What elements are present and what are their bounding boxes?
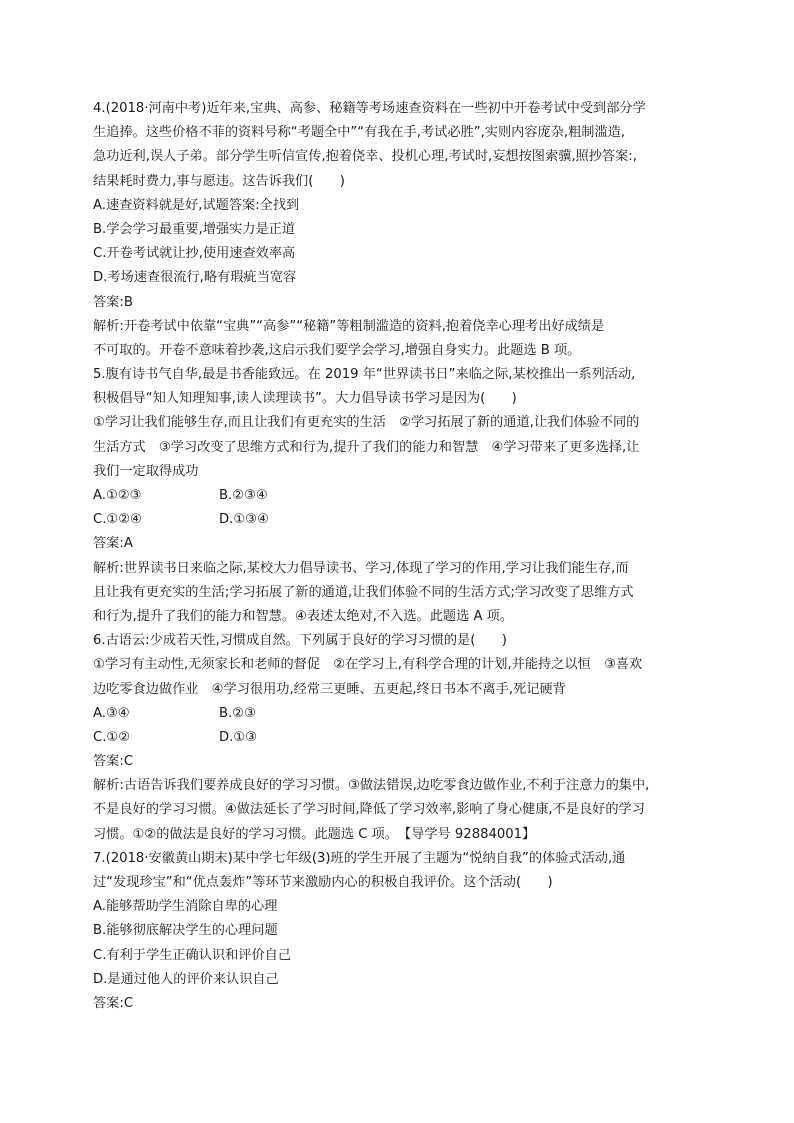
- option-b: B.学会学习最重要,增强实力是正道: [93, 221, 296, 237]
- question-stem-line: ①学习有主动性,无须家长和老师的督促 ②在学习上,有科学合理的计划,并能持之以恒 ③喜欢: [93, 657, 643, 673]
- question-stem-line: 6.古语云:少成若天性,习惯成自然。下列属于良好的学习习惯的是( ): [93, 633, 507, 649]
- question-stem-line: 7.(2018·安徽黄山期末)某中学七年级(3)班的学生开展了主题为“悦纳自我”的体验式活动,通: [93, 850, 626, 866]
- question-stem-line: 急功近利,误人子弟。部分学生听信宣传,抱着侥幸、投机心理,考试时,妄想按图索骥,照抄答案:,: [93, 149, 637, 165]
- option-row: [93, 702, 705, 726]
- option-c: C.有利于学生正确认识和评价自己: [93, 947, 292, 963]
- answer-line: 答案:A: [93, 536, 133, 552]
- option-a: A.①②③: [93, 488, 142, 503]
- question-4: [93, 97, 705, 363]
- question-stem-line: 积极倡导“知人知理知事,读人读理读书”。大力倡导读书学习是因为( ): [93, 391, 517, 407]
- answer-line: 答案:C: [93, 995, 134, 1011]
- question-stem-line: 4.(2018·河南中考)近年来,宝典、高参、秘籍等考场速查资料在一些初中开卷考试中受到部分学: [93, 101, 646, 116]
- option-d: D.是通过他人的评价来认识自己: [93, 971, 279, 987]
- option-d: D.①③: [219, 729, 257, 745]
- option-d: D.①③④: [219, 512, 269, 528]
- question-stem-line: 边吃零食边做作业 ④学习很用功,经常三更睡、五更起,终日书本不离手,死记硬背: [93, 681, 566, 697]
- question-stem-line: 过“发现珍宝”和“优点轰炸”等环节来激励内心的积极自我评价。这个活动( ): [93, 875, 553, 890]
- question-7: [93, 847, 705, 1016]
- option-c: C.①②: [93, 729, 131, 745]
- analysis-line: 习惯。①②的做法是良好的学习习惯。此题选 C 项。 【导学号 92884001】: [93, 826, 536, 842]
- question-stem-line: 我们一定取得成功: [93, 463, 199, 479]
- option-d: D.考场速查很流行,略有瑕疵当宽容: [93, 270, 297, 286]
- option-c: C.①②④: [93, 512, 142, 528]
- option-row: [93, 726, 705, 750]
- answer-line: 答案:C: [93, 754, 134, 770]
- question-stem-line: 5.腹有诗书气自华,最是书香能致远。在 2019 年“世界读书日”来临之际,某校推出一系列活动,: [93, 367, 636, 383]
- document-content: [93, 97, 705, 1016]
- analysis-line: 解析:开卷考试中依靠“宝典”“高参”“秘籍”等粗制滥造的资料,抱着侥幸心理考出好成绩是: [93, 318, 605, 334]
- option-a: A.③④: [93, 705, 130, 721]
- option-a: A.能够帮助学生消除自卑的心理: [93, 899, 278, 915]
- analysis-line: 不是良好的学习习惯。④做法延长了学习时间,降低了学习效率,影响了身心健康,不是良好的学习: [93, 802, 645, 818]
- analysis-line: 解析:古语告诉我们要养成良好的学习习惯。③做法错误,边吃零食边做作业,不利于注意力的集中,: [93, 778, 650, 794]
- analysis-line: 且让我有更充实的生活;学习拓展了新的通道,让我们体验不同的生活方式;学习改变了思维方式: [93, 584, 634, 600]
- analysis-line: 解析:世界读书日来临之际,某校大力倡导读书、学习,体现了学习的作用,学习让我们能生存,而: [93, 560, 629, 576]
- option-row: [93, 508, 705, 532]
- question-stem-line: 生活方式 ③学习改变了思维方式和行为,提升了我们的能力和智慧 ④学习带来了更多选择,让: [93, 439, 640, 455]
- option-b: B.②③: [219, 705, 256, 721]
- option-row: [93, 484, 705, 508]
- answer-line: 答案:B: [93, 294, 133, 310]
- option-a: A.速查资料就是好,试题答案:全找到: [93, 197, 300, 213]
- question-stem-line: 生追捧。这些价格不菲的资料号称“考题全中”“有我在手,考试必胜”,实则内容庞杂,粗制滥造,: [93, 125, 626, 141]
- option-b: B.②③④: [219, 488, 268, 503]
- question-5: [93, 363, 705, 629]
- question-stem-line: ①学习让我们能够生存,而且让我们有更充实的生活 ②学习拓展了新的通道,让我们体验不同的: [93, 415, 640, 431]
- question-stem-line: 结果耗时费力,事与愿违。这告诉我们( ): [93, 173, 345, 189]
- question-6: [93, 629, 705, 847]
- option-c: C.开卷考试就让抄,使用速查效率高: [93, 246, 296, 262]
- analysis-line: 不可取的。开卷不意味着抄袭,这启示我们要学会学习,增强自身实力。此题选 B 项。: [93, 342, 581, 358]
- analysis-line: 和行为,提升了我们的能力和智慧。④表述太绝对,不入选。此题选 A 项。: [93, 608, 514, 624]
- option-b: B.能够彻底解决学生的心理问题: [93, 923, 278, 939]
